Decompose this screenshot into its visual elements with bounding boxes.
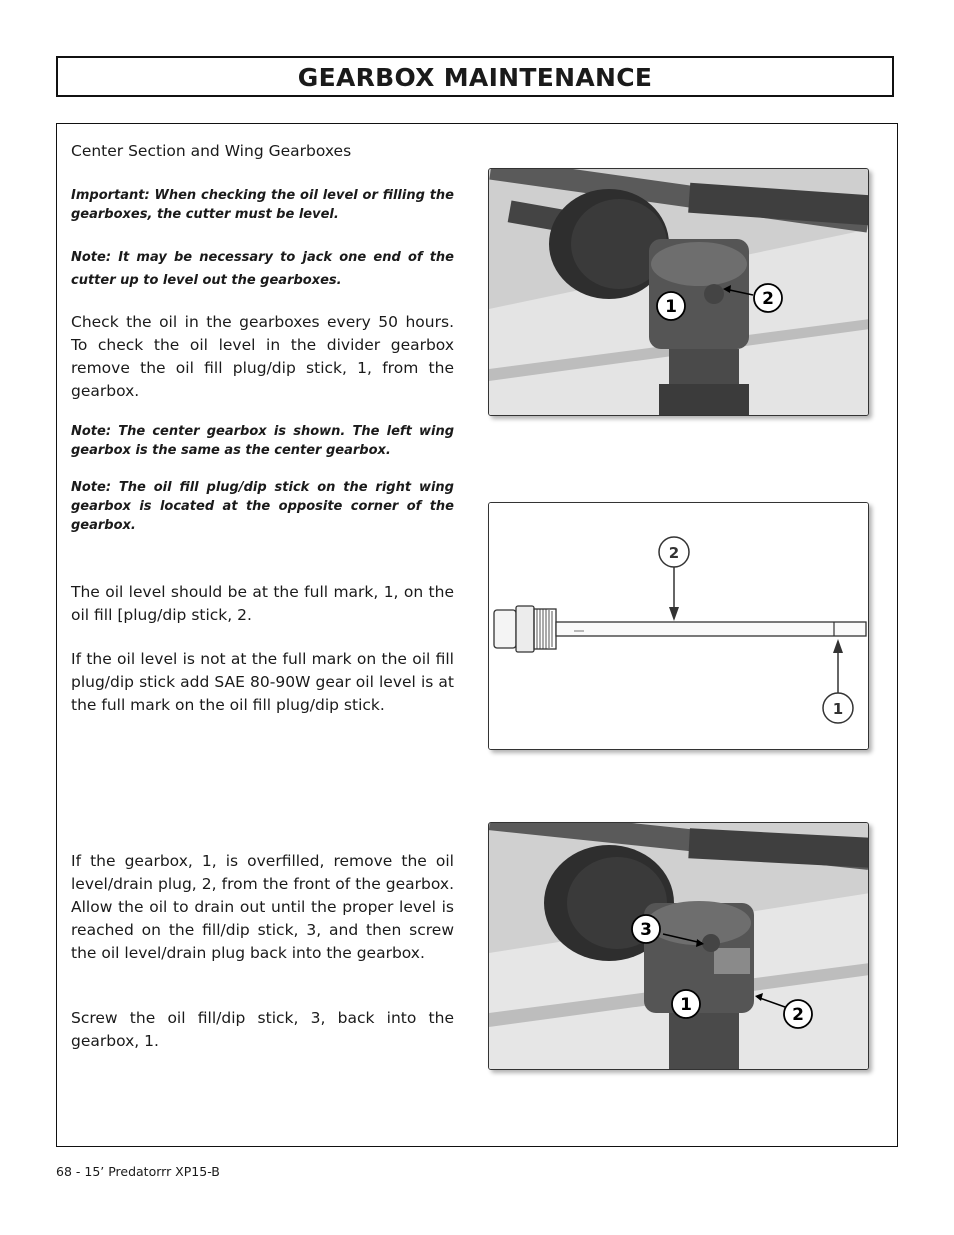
fig3-callout-1: 1 xyxy=(680,995,692,1015)
page-title: GEARBOX MAINTENANCE xyxy=(297,63,653,92)
right-wing-note: Note: The oil fill plug/dip stick on the right wing gearbox is located at the opposite corner of the gearbox. xyxy=(71,480,454,533)
oil-level-paragraph: The oil level should be at the full mark, 1, on the oil fill [plug/dip stick, 2. xyxy=(71,583,454,624)
title-box xyxy=(56,56,894,97)
fig1-callout-1: 1 xyxy=(665,297,677,317)
center-gearbox-note: Note: The center gearbox is shown. The left wing gearbox is the same as the center gearbox. xyxy=(71,424,454,458)
fig2-callout-2: 2 xyxy=(668,544,680,562)
fig2-callout-1: 1 xyxy=(832,700,844,718)
gearbox-photo-1 xyxy=(488,168,869,416)
gearbox-photo-2 xyxy=(488,822,869,1070)
jack-note: Note: It may be necessary to jack one end of the cutter up to level out the gearboxes. xyxy=(71,250,454,288)
fig3-callout-3: 3 xyxy=(640,920,652,940)
section-subtitle: Center Section and Wing Gearboxes xyxy=(71,142,352,160)
fig1-callout-2: 2 xyxy=(762,289,774,309)
screw-back-paragraph: Screw the oil fill/dip stick, 3, back into the gearbox, 1. xyxy=(71,1009,454,1050)
overfilled-paragraph: If the gearbox, 1, is overfilled, remove the oil level/drain plug, 2, from the front of the gearbox. Allow the oil to drain out until the proper level is reached on the fill/dip stick, 3, and then screw the oil level/drain plug back into the gearbox. xyxy=(71,852,454,962)
check-oil-paragraph: Check the oil in the gearboxes every 50 hours. To check the oil level in the divider gearbox remove the oil fill plug/dip stick, 1, from the gearbox. xyxy=(71,313,454,400)
page-footer: 68 - 15’ Predatorrr XP15-B xyxy=(56,1164,220,1179)
fig3-callout-2: 2 xyxy=(792,1005,804,1025)
dipstick-drawing xyxy=(488,502,869,750)
add-oil-paragraph: If the oil level is not at the full mark on the oil fill plug/dip stick add SAE 80-90W gear oil level is at the full mark on the oil fill plug/dip stick. xyxy=(71,650,454,714)
important-note: Important: When checking the oil level or filling the gearboxes, the cutter must be level. xyxy=(71,188,454,222)
